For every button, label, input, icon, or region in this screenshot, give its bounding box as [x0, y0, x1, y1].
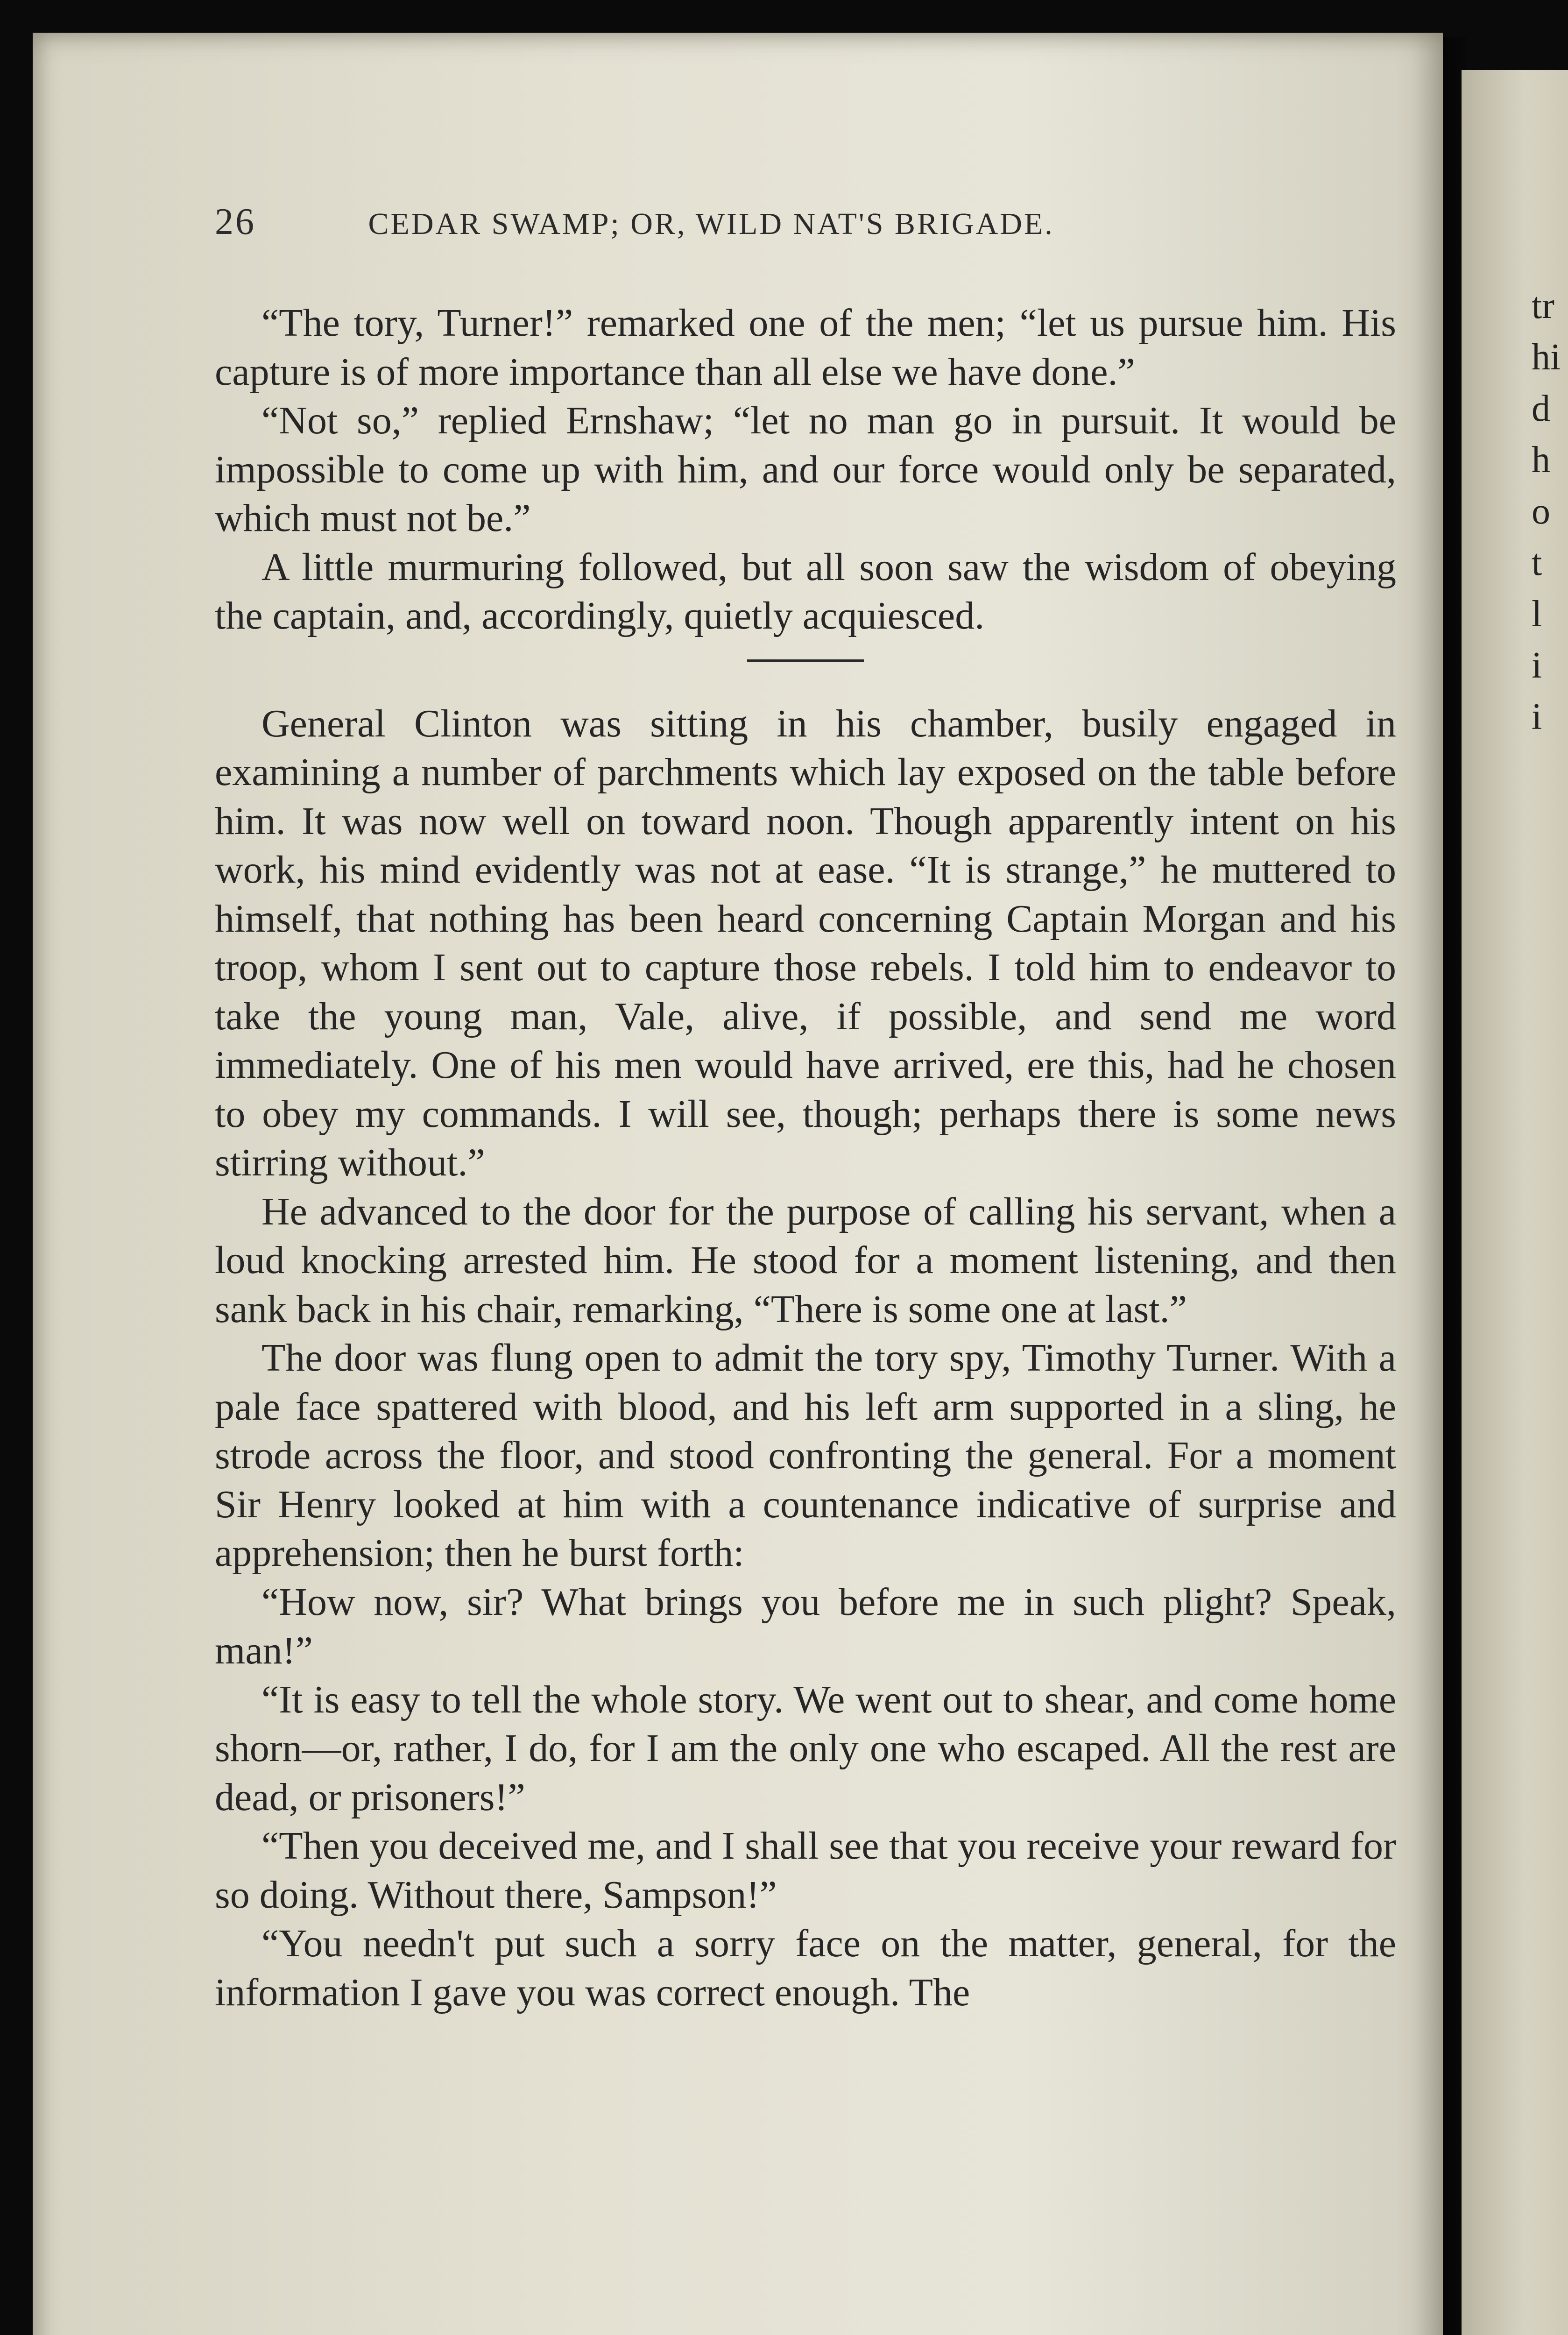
- next-page-fragment: l: [1532, 594, 1542, 635]
- section-divider: [747, 659, 864, 662]
- next-page-fragment: h: [1532, 439, 1550, 481]
- page-header: [215, 201, 1410, 243]
- paragraph: He advanced to the door for the purpose of calling his servant, when a loud knocking arrested him. He stood for a moment listening, and then sank back in his chair, remarking, “There is some one at last.”: [215, 1189, 1396, 1331]
- page-number: 26: [215, 201, 256, 242]
- body-text: [215, 299, 1396, 2017]
- paragraph: “Then you deceived me, and I shall see that you receive your reward for so doing. Without there, Sampson!”: [215, 1824, 1396, 1917]
- paragraph: “Not so,” replied Ernshaw; “let no man go in pursuit. It would be impossible to come up with him, and our force would only be separated, which must not be.”: [215, 399, 1396, 540]
- next-page-fragment: tr: [1532, 285, 1554, 326]
- paragraph: The door was flung open to admit the tory spy, Timothy Turner. With a pale face spattered with blood, and his left arm supported in a sling, he strode across the floor, and stood confronting the general. For a moment Sir Henry looked at him with a countenance indicative of surprise and apprehension; then he burst forth:: [215, 1336, 1396, 1575]
- paragraph: General Clinton was sitting in his chamber, busily engaged in examining a number of parchments which lay exposed on the table before him. It was now well on toward noon. Though apparently intent on his work, his mind evidently was not at ease. “It is strange,” he muttered to himself, that nothing has been heard concerning Captain Morgan and his troop, whom I sent out to capture those rebels. I told him to endeavor to take the young man, Vale, alive, if possible, and send me word immediately. One of his men would have arrived, ere this, had he chosen to obey my commands. I will see, though; perhaps there is some news stirring without.”: [215, 701, 1396, 1184]
- next-page-edge: [1462, 70, 1568, 2335]
- next-page-fragment: hi: [1532, 337, 1561, 378]
- running-head: CEDAR SWAMP; OR, WILD NAT'S BRIGADE.: [368, 207, 1054, 241]
- paragraph: A little murmuring followed, but all soon saw the wisdom of obeying the captain, and, accordingly, quietly acquiesced.: [215, 545, 1396, 637]
- next-page-fragment: i: [1532, 645, 1542, 686]
- paragraph: “It is easy to tell the whole story. We went out to shear, and come home shorn—or, rather, I do, for I am the only one who escaped. All the rest are dead, or prisoners!”: [215, 1677, 1396, 1819]
- next-page-fragment: i: [1532, 696, 1542, 737]
- paragraph: “How now, sir? What brings you before me in such plight? Speak, man!”: [215, 1580, 1396, 1672]
- next-page-fragment: d: [1532, 388, 1550, 429]
- next-page-fragment: t: [1532, 542, 1542, 583]
- next-page-fragment: o: [1532, 491, 1550, 532]
- paragraph: “The tory, Turner!” remarked one of the men; “let us pursue him. His capture is of more importance than all else we have done.”: [215, 301, 1396, 394]
- paragraph: “You needn't put such a sorry face on the matter, general, for the information I gave you was correct enough. The: [215, 1922, 1396, 2014]
